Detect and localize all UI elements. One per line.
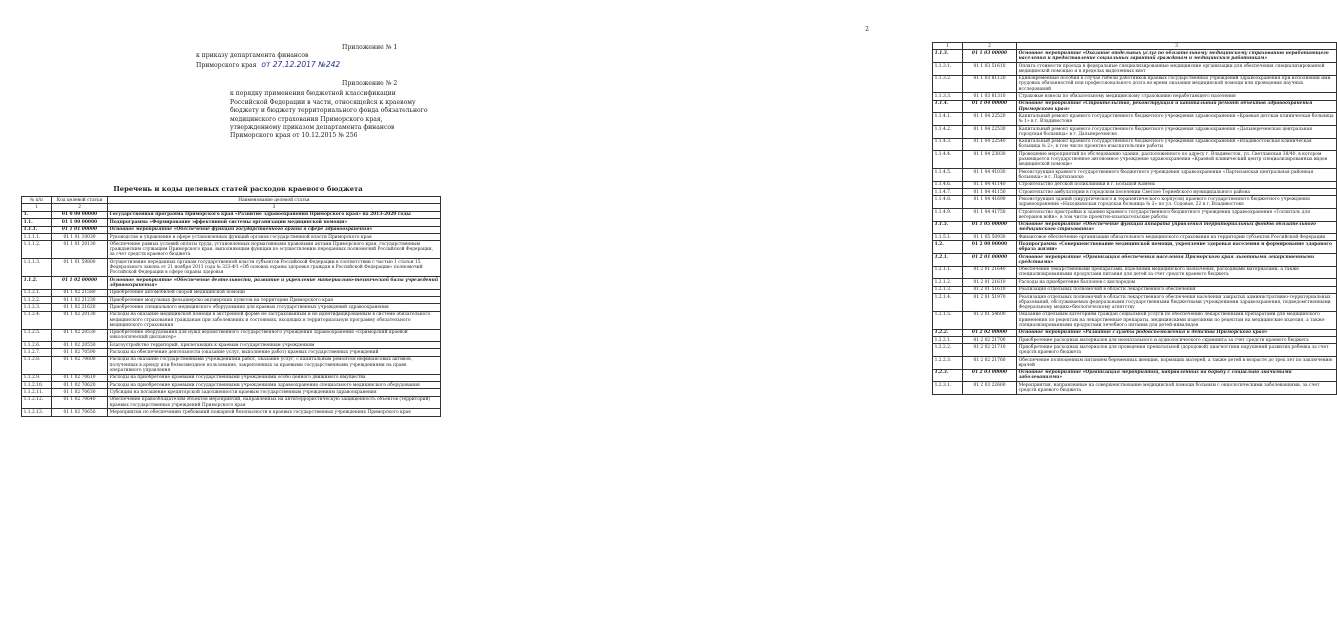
cell-no: 1.1.1.1. <box>22 233 52 240</box>
cell-code: 01 1 02 20550 <box>52 342 108 349</box>
cell-no: 1.2.3.1. <box>933 382 963 395</box>
document-title: Перечень и коды целевых статей расходов краевого бюджета <box>113 185 363 193</box>
appendix-1-header <box>196 44 398 70</box>
cell-no: 1.2.3. <box>933 369 963 382</box>
cell-name: Обеспечение равных условий оплаты труда, установленных нормативными правовыми актами Приморского края, государственным гражданским служащим Приморского края, выполняющим функции по осуществлению переданных полномочий Российской Федерации, за счет средств краевого бюджета <box>108 241 441 259</box>
table-row <box>933 93 1337 100</box>
target-articles-table-continued <box>932 42 1337 395</box>
cell-name: Оплата стоимости проезда в федеральные специализированные медицинские организации для обеспечения специализированной медицинской помощью и в пределах выделенных квот <box>1017 62 1337 75</box>
cell-code: 01 1 04 41750 <box>963 208 1017 221</box>
table-row <box>933 382 1337 395</box>
table-row <box>933 279 1337 286</box>
index-cell: 3 <box>1017 43 1337 50</box>
cell-no: 1.1.1.2. <box>22 241 52 259</box>
cell-name: Основное мероприятие «Обеспечение функций государственного органа в сфере здравоохранения» <box>108 226 441 233</box>
cell-no: 1.1.2.2. <box>22 296 52 303</box>
cell-no: 1.1.4.9. <box>933 208 963 221</box>
cell-no: 1.2.1.5. <box>933 311 963 329</box>
cell-code: 01 1 02 70600 <box>52 356 108 374</box>
table-row <box>933 337 1337 344</box>
table-row <box>22 219 441 226</box>
table-row <box>22 289 441 296</box>
column-header-no: № п/п <box>22 197 52 204</box>
cell-no: 1.1.2.1. <box>22 289 52 296</box>
table-row <box>933 241 1337 254</box>
table-row <box>22 356 441 374</box>
cell-name: Благоустройство территорий, прилегающих к краевым государственным учреждениям <box>108 342 441 349</box>
index-cell: 3 <box>108 204 441 211</box>
cell-name: Приобретение оборудования для нужд ведомственного государственного учреждения здравоохранения «Приморский краевой онкологический диспансер» <box>108 329 441 342</box>
table-row <box>22 349 441 356</box>
cell-code: 01 1 01 20130 <box>52 241 108 259</box>
cell-code: 01 1 02 70630 <box>52 389 108 396</box>
table-row <box>22 296 441 303</box>
cell-no: 1.1.2.3. <box>22 304 52 311</box>
cell-name: Реализация отдельных полномочий в области лекарственного обеспечения населения закрытых административно-территориальных образований, обслуживаемых федеральными государственными бюджетными учреждениями здравоохранения, подведомственными Федеральному медико-биологическому агентству <box>1017 294 1337 312</box>
cell-no: 1.1.2.4. <box>22 311 52 329</box>
table-row <box>22 311 441 329</box>
cell-no: 1. <box>22 211 52 218</box>
cell-name: Обеспечение лекарственными препаратами, изделиями медицинского назначения, расходными материалами, а также специализированными продуктами питания для детей за счет средств краевого бюджета <box>1017 266 1337 279</box>
cell-no: 1.2.1.2. <box>933 279 963 286</box>
cell-name: Капитальный ремонт краевого государственного бюджетного учреждения здравоохранения «Краевая детская клиническая больница № 1» в г. Владивостоке <box>1017 113 1337 126</box>
cell-no: 1.1. <box>22 219 52 226</box>
cell-no: 1.1.2.8. <box>22 356 52 374</box>
cell-no: 1.1.4.7. <box>933 188 963 195</box>
cell-code: 01 2 01 51610 <box>963 286 1017 293</box>
cell-no: 1.1.4.6. <box>933 181 963 188</box>
cell-code: 01 1 02 21230 <box>52 296 108 303</box>
table-row <box>22 259 441 277</box>
cell-code: 01 1 02 20130 <box>52 311 108 329</box>
cell-code: 01 1 03 81120 <box>963 75 1017 93</box>
column-header-code: Код целевой статьи <box>52 197 108 204</box>
cell-no: 1.1.2.10. <box>22 382 52 389</box>
cell-code: 01 2 02 21710 <box>963 344 1017 357</box>
table-row <box>22 211 441 218</box>
table-row <box>933 294 1337 312</box>
cell-code: 01 2 01 51970 <box>963 294 1017 312</box>
table-row <box>22 329 441 342</box>
table-row <box>933 221 1337 234</box>
cell-code: 01 1 04 22520 <box>963 113 1017 126</box>
table-row <box>933 125 1337 138</box>
table-row <box>22 233 441 240</box>
cell-code: 01 2 02 21760 <box>963 357 1017 370</box>
table-row <box>933 357 1337 370</box>
cell-name: Основное мероприятие «Обеспечение деятельности, развитие и укрепление материально-технической базы учреждений здравоохранения» <box>108 276 441 289</box>
cell-no: 1.1.1. <box>22 226 52 233</box>
cell-code: 01 2 01 00000 <box>963 254 1017 267</box>
cell-no: 1.2.2. <box>933 329 963 336</box>
cell-code: 01 1 02 21580 <box>52 289 108 296</box>
cell-code: 01 2 03 00000 <box>963 369 1017 382</box>
table-row <box>22 374 441 381</box>
cell-name: Расходы на приобретение краевыми государственными учреждениями особо ценного движимого имущества <box>108 374 441 381</box>
table-row <box>22 409 441 416</box>
cell-name: Основное мероприятие «Строительство, реконструкция и капитальный ремонт объектов здравоохранения Приморского края» <box>1017 100 1337 113</box>
cell-code: 01 1 02 70610 <box>52 374 108 381</box>
cell-no: 1.2.2.1. <box>933 337 963 344</box>
cell-no: 1.1.5.1. <box>933 234 963 241</box>
cell-no: 1.1.3.2. <box>933 75 963 93</box>
cell-name: Приобретение специального медицинского оборудования для краевых государственных учреждений здравоохранения <box>108 304 441 311</box>
cell-code: 01 1 04 41690 <box>963 196 1017 209</box>
cell-no: 1.1.4.2. <box>933 125 963 138</box>
appendix-1-title: Приложение № 1 <box>342 44 398 51</box>
cell-code: 01 2 01 54600 <box>963 311 1017 329</box>
cell-no: 1.1.5. <box>933 221 963 234</box>
cell-code: 01 1 02 70650 <box>52 409 108 416</box>
cell-name: Оказание отдельным категориям граждан социальной услуги по обеспечению лекарственными препаратами для медицинского применения по рецептам на лекарственные препараты, медицинскими изделиями по рецептам на медицинские изделия, а также специализированными продуктами лечебного питания для детей-инвалидов <box>1017 311 1337 329</box>
appendix-1-line: Приморского края <box>196 61 257 69</box>
table-row <box>933 234 1337 241</box>
cell-code: 01 2 00 00000 <box>963 241 1017 254</box>
cell-name: Подпрограмма «Формирование эффективной системы организации медицинской помощи» <box>108 219 441 226</box>
cell-code: 01 1 00 00000 <box>52 219 108 226</box>
cell-no: 1.1.2.13. <box>22 409 52 416</box>
cell-code: 01 1 04 22540 <box>963 138 1017 151</box>
index-cell: 2 <box>963 43 1017 50</box>
index-cell: 1 <box>933 43 963 50</box>
table-row <box>22 342 441 349</box>
appendix-1-line: к приказу департамента финансов <box>196 52 309 60</box>
table-row <box>933 168 1337 181</box>
cell-code: 01 1 02 21620 <box>52 304 108 311</box>
table-row <box>933 138 1337 151</box>
appendix-2-text: к порядку применения бюджетной классификации Российской Федерации в части, относящейся к краевому бюджету и бюджету территориального фонда обязательного медицинского страхования Приморского края, утвержденному приказом департамента финансов Приморского края от 10.12.2015 № 256 <box>230 90 428 140</box>
cell-code: 01 2 03 22660 <box>963 382 1017 395</box>
cell-no: 1.1.2.12. <box>22 396 52 409</box>
cell-code: 01 1 02 00000 <box>52 276 108 289</box>
cell-code: 01 1 03 51610 <box>963 62 1017 75</box>
cell-no: 1.2.1.3. <box>933 286 963 293</box>
cell-code: 01 1 02 70620 <box>52 382 108 389</box>
cell-name: Руководство и управление в сфере установленных функций органов государственной власти Приморского края <box>108 233 441 240</box>
cell-no: 1.2.2.2. <box>933 344 963 357</box>
cell-no: 1.2.1. <box>933 254 963 267</box>
cell-name: Обеспечение полноценным питанием беременных женщин, кормящих матерей, а также детей в возрасте до трех лет по заключению врачей <box>1017 357 1337 370</box>
cell-code: 01 2 01 21610 <box>963 279 1017 286</box>
cell-name: Страховые взносы по обязательному медицинскому страхованию неработающего населения <box>1017 93 1337 100</box>
cell-name: Расходы на приобретение баллонов с кислородом <box>1017 279 1337 286</box>
table-row <box>933 62 1337 75</box>
document-page-right <box>452 0 1334 640</box>
table-row <box>933 344 1337 357</box>
cell-name: Основное мероприятие «Развитие службы родовспоможения и детства Приморского края» <box>1017 329 1337 336</box>
cell-code: 01 2 02 00000 <box>963 329 1017 336</box>
cell-name: Реконструкция краевого государственного бюджетного учреждения здравоохранения «Партизанская центральная районная больница» в г. Партизанске <box>1017 168 1337 181</box>
cell-no: 1.2.1.4. <box>933 294 963 312</box>
table-row <box>933 75 1337 93</box>
cell-no: 1.1.4.8. <box>933 196 963 209</box>
cell-name: Капитальный ремонт краевого государственного бюджетного учреждения здравоохранения «Владивостокская клиническая больница № 2», в том числе проектно-изыскательские работы <box>1017 138 1337 151</box>
cell-name: Мероприятия по обеспечению требований пожарной безопасности в краевых государственных учреждениях Приморского края <box>108 409 441 416</box>
cell-code: 01 1 01 00000 <box>52 226 108 233</box>
cell-name: Расходы на обеспечение деятельности (оказание услуг, выполнение работ) краевых государственных учреждений <box>108 349 441 356</box>
cell-no: 1.1.3.1. <box>933 62 963 75</box>
cell-code: 01 1 03 81310 <box>963 93 1017 100</box>
table-row <box>933 181 1337 188</box>
cell-no: 1.2.1.1. <box>933 266 963 279</box>
table-row <box>933 329 1337 336</box>
cell-name: Государственная программа Приморского края «Развитие здравоохранения Приморского края» на 2013-2020 годы <box>108 211 441 218</box>
cell-name: Строительство пристройки к зданию краевого государственного бюджетного учреждения здравоохранения «Госпиталь для ветеранов войн», в том числе проектно-изыскательские работы <box>1017 208 1337 221</box>
table-row <box>933 208 1337 221</box>
index-cell: 2 <box>52 204 108 211</box>
cell-name: Финансовое обеспечение организации обязательного медицинского страхования на территории субъектов Российской Федерации <box>1017 234 1337 241</box>
cell-code: 01 1 05 00000 <box>963 221 1017 234</box>
cell-name: Расходы на оказание медицинской помощи в экстренной форме не застрахованным и не идентифицированным в системе обязательного медицинского страхования гражданам при заболеваниях и состояниях, входящих в территориальную программу обязательного медицинского страхования <box>108 311 441 329</box>
cell-name: Подпрограмма «Совершенствование медицинской помощи, укрепление здоровья населения и формирование здорового образа жизни» <box>1017 241 1337 254</box>
table-row <box>22 241 441 259</box>
cell-name: Мероприятия, направленные на совершенствование медицинской помощи больным с онкологическими заболеваниями, за счет средств краевого бюджета <box>1017 382 1337 395</box>
cell-name: Реконструкция зданий (хирургического и терапевтического корпусов) краевого государственного бюджетного учреждения здравоохранения «Находкинская городская больница № 3» по ул. Содовая, 22 в г. Владивостоке <box>1017 196 1337 209</box>
cell-code: 01 0 00 00000 <box>52 211 108 218</box>
table-row <box>933 369 1337 382</box>
cell-code: 01 1 04 41150 <box>963 188 1017 195</box>
cell-no: 1.1.3.3. <box>933 93 963 100</box>
table-row <box>22 276 441 289</box>
table-row <box>933 188 1337 195</box>
cell-code: 01 1 01 59800 <box>52 259 108 277</box>
cell-no: 1.1.2.5. <box>22 329 52 342</box>
cell-code: 01 1 04 00000 <box>963 100 1017 113</box>
cell-name: Проведение мероприятий по обследованию здания, расположенного по адресу г. Владивосток, ул. Светланская 38/40, в котором размещается государственное автономное учреждение здравоохранения «Краевой клинический центр специализированных видов медицинской помощи» <box>1017 151 1337 169</box>
cell-name: Субсидии на погашение кредиторской задолженности краевым государственным учреждениям здравоохранения <box>108 389 441 396</box>
target-articles-table <box>21 196 441 417</box>
cell-no: 1.2. <box>933 241 963 254</box>
cell-no: 1.2.2.3. <box>933 357 963 370</box>
table-row <box>22 396 441 409</box>
cell-name: Расходы на приобретение краевыми государственными учреждениями здравоохранения специального медицинского оборудования <box>108 382 441 389</box>
table-row <box>933 266 1337 279</box>
cell-name: Приобретение автомобилей скорой медицинской помощи <box>108 289 441 296</box>
cell-code: 01 2 02 21700 <box>963 337 1017 344</box>
table-row <box>22 304 441 311</box>
table-row <box>933 286 1337 293</box>
cell-name: Приобретение расходных материалов для неонатального и аудиологического скрининга за счет средств краевого бюджета <box>1017 337 1337 344</box>
table-row <box>22 226 441 233</box>
cell-name: Основное мероприятие «Организация мероприятий, направленных на борьбу с социально значимыми заболеваниями» <box>1017 369 1337 382</box>
table-row <box>933 100 1337 113</box>
page-number: 2 <box>865 26 869 33</box>
cell-code: 01 1 02 20530 <box>52 329 108 342</box>
table-row <box>933 50 1337 63</box>
cell-name: Осуществление переданных органам государственной власти субъектов Российской Федерации в соответствии с частью 1 статьи 15 Федерального закона от 21 ноября 2011 года № 323-ФЗ «Об основах охраны здоровья граждан в Российской Федерации» полномочий Российской Федерации в сфере охраны здоровья <box>108 259 441 277</box>
cell-no: 1.1.4. <box>933 100 963 113</box>
cell-code: 01 1 04 22530 <box>963 125 1017 138</box>
cell-no: 1.1.2.6. <box>22 342 52 349</box>
cell-no: 1.1.2.7. <box>22 349 52 356</box>
cell-code: 01 1 03 00000 <box>963 50 1017 63</box>
cell-name: Основное мероприятие «Оказание отдельных услуг по обязательному медицинскому страхованию неработающего населения и предоставление социальных гарантий гражданам и медицинским работникам» <box>1017 50 1337 63</box>
cell-no: 1.1.2.11. <box>22 389 52 396</box>
cell-name: Основное мероприятие «Организация обеспечения населения Приморского края льготными лекарственными средствами» <box>1017 254 1337 267</box>
cell-no: 1.1.3. <box>933 50 963 63</box>
table-row <box>22 382 441 389</box>
cell-name: Капитальный ремонт краевого государственного бюджетного учреждения здравоохранения «Дальнереченская центральная городская больница» в г. Дальнереченске <box>1017 125 1337 138</box>
cell-no: 1.1.1.3. <box>22 259 52 277</box>
cell-name: Обеспечение правообладателям объектов мероприятий, направленных на антитеррористическую защищенность объектов (территорий) краевых государственных учреждений Приморского края <box>108 396 441 409</box>
table-index-row <box>22 204 441 211</box>
cell-code: 01 1 02 70590 <box>52 349 108 356</box>
cell-name: Строительство детской поликлиники в г. Большой Камень <box>1017 181 1337 188</box>
cell-no: 1.1.2. <box>22 276 52 289</box>
table-row <box>933 311 1337 329</box>
appendix-2-header <box>230 80 430 141</box>
cell-name: Приобретение модульных фельдшерско-акушерских пунктов на территории Приморского края <box>108 296 441 303</box>
table-row <box>933 113 1337 126</box>
cell-no: 1.1.4.3. <box>933 138 963 151</box>
handwritten-order-number: от 27.12.2017 №242 <box>261 59 341 69</box>
cell-code: 01 2 01 21640 <box>963 266 1017 279</box>
cell-name: Реализация отдельных полномочий в области лекарственного обеспечения <box>1017 286 1337 293</box>
cell-no: 1.1.4.4. <box>933 151 963 169</box>
table-row <box>933 151 1337 169</box>
cell-code: 01 1 01 10030 <box>52 233 108 240</box>
column-header-name: Наименование целевой статьи <box>108 197 441 204</box>
cell-name: Единовременные пособия в случае гибели работников краевых государственных учреждений здравоохранения при исполнении ими трудовых обязанностей или профессионального долга во время оказания медицинской помощи или проведения научных исследований <box>1017 75 1337 93</box>
cell-no: 1.1.2.9. <box>22 374 52 381</box>
cell-code: 01 1 04 41030 <box>963 168 1017 181</box>
appendix-2-title: Приложение № 2 <box>342 80 398 87</box>
index-cell: 1 <box>22 204 52 211</box>
cell-name: Строительство амбулатории в городском поселении Светлое Тернейского муниципального района <box>1017 188 1337 195</box>
table-index-row <box>933 43 1337 50</box>
cell-name: Основное мероприятие «Обеспечение функций аппарата управления территориальных фондов обязательного медицинского страхования» <box>1017 221 1337 234</box>
cell-no: 1.1.4.5. <box>933 168 963 181</box>
cell-name: Приобретение расходных материалов для проведения пренатальной (дородовой) диагностики нарушений развития ребенка за счет средств краевого бюджета <box>1017 344 1337 357</box>
cell-code: 01 1 02 70640 <box>52 396 108 409</box>
cell-code: 01 1 04 23830 <box>963 151 1017 169</box>
cell-code: 01 1 05 50930 <box>963 234 1017 241</box>
table-row <box>933 196 1337 209</box>
document-page-left <box>0 0 453 640</box>
cell-name: Расходы на оказание государственными учреждениями работ, оказание услуг, с капитальным ремонтом нефинансовых активов, полученных в аренду или безвозмездное пользование, закрепленных за краевыми государственными учреждениями на праве оперативного управления <box>108 356 441 374</box>
table-row <box>22 389 441 396</box>
table-row <box>933 254 1337 267</box>
cell-no: 1.1.4.1. <box>933 113 963 126</box>
cell-code: 01 1 04 41140 <box>963 181 1017 188</box>
